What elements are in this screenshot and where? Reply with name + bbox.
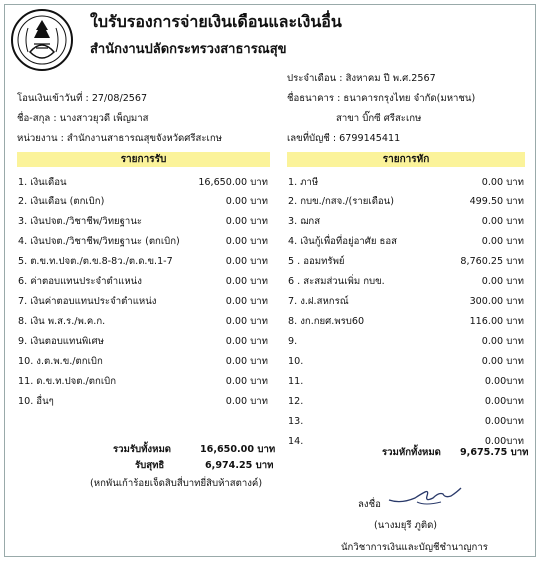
deduction-amount: 116.00 บาท	[469, 316, 524, 327]
net-pay-label: รับสุทธิ	[135, 460, 165, 471]
income-amount: 0.00 บาท	[225, 256, 268, 267]
deduction-label: 1. ภาษี	[288, 177, 319, 188]
transfer-date: โอนเงินเข้าวันที่ : 27/08/2567	[17, 93, 148, 104]
income-row	[18, 372, 268, 391]
deduction-row	[288, 252, 524, 271]
deduction-row	[288, 292, 524, 311]
income-row	[18, 272, 268, 291]
income-row	[18, 392, 268, 411]
income-row	[18, 292, 268, 311]
income-label: 3. เงินปจต./วิชาชีพ/วิทยฐานะ	[18, 216, 143, 227]
bank-branch: สาขา บิ๊กซี ศรีสะเกษ	[336, 113, 422, 124]
deduction-row	[288, 312, 524, 331]
income-total-label: รวมรับทั้งหมด	[113, 444, 171, 455]
deduction-amount: 0.00 บาท	[481, 216, 524, 227]
income-row	[18, 232, 268, 251]
income-label: 2. เงินเดือน (ตกเบิก)	[18, 196, 105, 207]
income-amount: 0.00 บาท	[225, 356, 268, 367]
deduction-label: 3. ฌกส	[288, 216, 321, 227]
signer-name: (นางมยุรี ภูติด)	[374, 520, 438, 531]
deduction-label: 6 . สะสมส่วนเพิ่ม กบข.	[288, 276, 385, 287]
deduction-row	[288, 173, 524, 192]
net-pay-amount: 6,974.25 บาท	[205, 460, 274, 471]
deduction-row	[288, 192, 524, 211]
deduction-label: 9.	[288, 336, 298, 347]
income-label: 1. เงินเดือน	[18, 177, 67, 188]
document-title: ใบรับรองการจ่ายเงินเดือนและเงินอื่น	[90, 12, 342, 31]
deduction-row	[288, 412, 524, 431]
deduction-label: 5 . ออมทรัพย์	[288, 256, 345, 267]
income-label: 11. ด.ข.ท.ปจต./ตกเบิก	[18, 376, 117, 387]
deduction-heading: รายการหัก	[287, 152, 525, 167]
deduction-label: 10.	[288, 356, 304, 367]
income-label: 5. ต.ข.ท.ปจต./ต.ข.8-8ว./ต.ด.ข.1-7	[18, 256, 173, 267]
deduction-total-amount: 9,675.75 บาท	[460, 447, 529, 458]
work-unit: หน่วยงาน : สำนักงานสาธารณสุขจังหวัดศรีสะเกษ	[17, 133, 222, 144]
account-number: เลขที่บัญชี : 6799145411	[287, 133, 401, 144]
signature-label: ลงชื่อ	[358, 499, 381, 510]
deduction-row	[288, 372, 524, 391]
income-row	[18, 252, 268, 271]
income-amount: 0.00 บาท	[225, 296, 268, 307]
deduction-label: 14.	[288, 436, 304, 447]
income-row	[18, 312, 268, 331]
employee-name: ชื่อ-สกุล : นางสาวยุวดี เพ็ญมาส	[17, 113, 149, 124]
income-row	[18, 192, 268, 211]
income-amount: 0.00 บาท	[225, 316, 268, 327]
income-row	[18, 173, 268, 192]
income-label: 4. เงินปจต./วิชาชีพ/วิทยฐานะ (ตกเบิก)	[18, 236, 180, 247]
deduction-amount: 0.00 บาท	[481, 276, 524, 287]
deduction-label: 12.	[288, 396, 304, 407]
income-label: 9. เงินตอบแทนพิเศษ	[18, 336, 104, 347]
income-row	[18, 212, 268, 231]
deduction-amount: 0.00บาท	[484, 396, 524, 407]
income-label: 7. เงินค่าตอบแทนประจำตำแหน่ง	[18, 296, 157, 307]
deduction-amount: 8,760.25 บาท	[460, 256, 524, 267]
income-label: 8. เงิน พ.ส.ร./พ.ค.ก.	[18, 316, 106, 327]
pay-period: ประจำเดือน : สิงหาคม ปี พ.ศ.2567	[287, 73, 436, 84]
deduction-label: 8. งก.กยศ.พรบ60	[288, 316, 365, 327]
income-amount: 0.00 บาท	[225, 376, 268, 387]
deduction-row	[288, 212, 524, 231]
income-total-amount: 16,650.00 บาท	[200, 444, 276, 455]
deduction-amount: 0.00บาท	[484, 376, 524, 387]
deduction-label: 2. กบข./กสจ./(รายเดือน)	[288, 196, 394, 207]
deduction-amount: 0.00 บาท	[481, 356, 524, 367]
ministry-seal-logo	[10, 8, 74, 72]
deduction-row	[288, 332, 524, 351]
deduction-amount: 0.00 บาท	[481, 236, 524, 247]
income-heading: รายการรับ	[17, 152, 270, 167]
deduction-label: 4. เงินกู้เพื่อที่อยู่อาศัย ธอส	[288, 236, 397, 247]
income-row	[18, 352, 268, 371]
income-amount: 0.00 บาท	[225, 336, 268, 347]
income-amount: 0.00 บาท	[225, 396, 268, 407]
net-pay-in-words: (หกพันเก้าร้อยเจ็ดสิบสี่บาทยี่สิบห้าสตางค์)	[90, 478, 263, 489]
deduction-row	[288, 352, 524, 371]
signer-position: นักวิชาการเงินและบัญชีชำนาญการ	[341, 542, 488, 553]
deduction-amount: 0.00บาท	[484, 436, 524, 447]
deduction-amount: 499.50 บาท	[469, 196, 524, 207]
deduction-label: 7. ง.ฝ.สหกรณ์	[288, 296, 349, 307]
income-row	[18, 332, 268, 351]
income-amount: 0.00 บาท	[225, 276, 268, 287]
income-label: 10. ง.ต.พ.ข./ตกเบิก	[18, 356, 103, 367]
deduction-row	[288, 272, 524, 291]
income-amount: 16,650.00 บาท	[198, 177, 268, 188]
deduction-amount: 0.00 บาท	[481, 336, 524, 347]
deduction-row	[288, 392, 524, 411]
income-amount: 0.00 บาท	[225, 236, 268, 247]
income-label: 6. ค่าตอบแทนประจำตำแหน่ง	[18, 276, 142, 287]
deduction-total-label: รวมหักทั้งหมด	[382, 447, 441, 458]
bank-name: ชื่อธนาคาร : ธนาคารกรุงไทย จำกัด(มหาชน)	[287, 93, 476, 104]
deduction-amount: 300.00 บาท	[469, 296, 524, 307]
income-amount: 0.00 บาท	[225, 196, 268, 207]
deduction-amount: 0.00 บาท	[481, 177, 524, 188]
income-amount: 0.00 บาท	[225, 216, 268, 227]
income-label: 10. อื่นๆ	[18, 396, 54, 407]
handwritten-signature	[385, 484, 465, 508]
document-subtitle: สำนักงานปลัดกระทรวงสาธารณสุข	[90, 42, 287, 57]
deduction-amount: 0.00บาท	[484, 416, 524, 427]
deduction-row	[288, 232, 524, 251]
deduction-label: 11.	[288, 376, 304, 387]
deduction-label: 13.	[288, 416, 304, 427]
